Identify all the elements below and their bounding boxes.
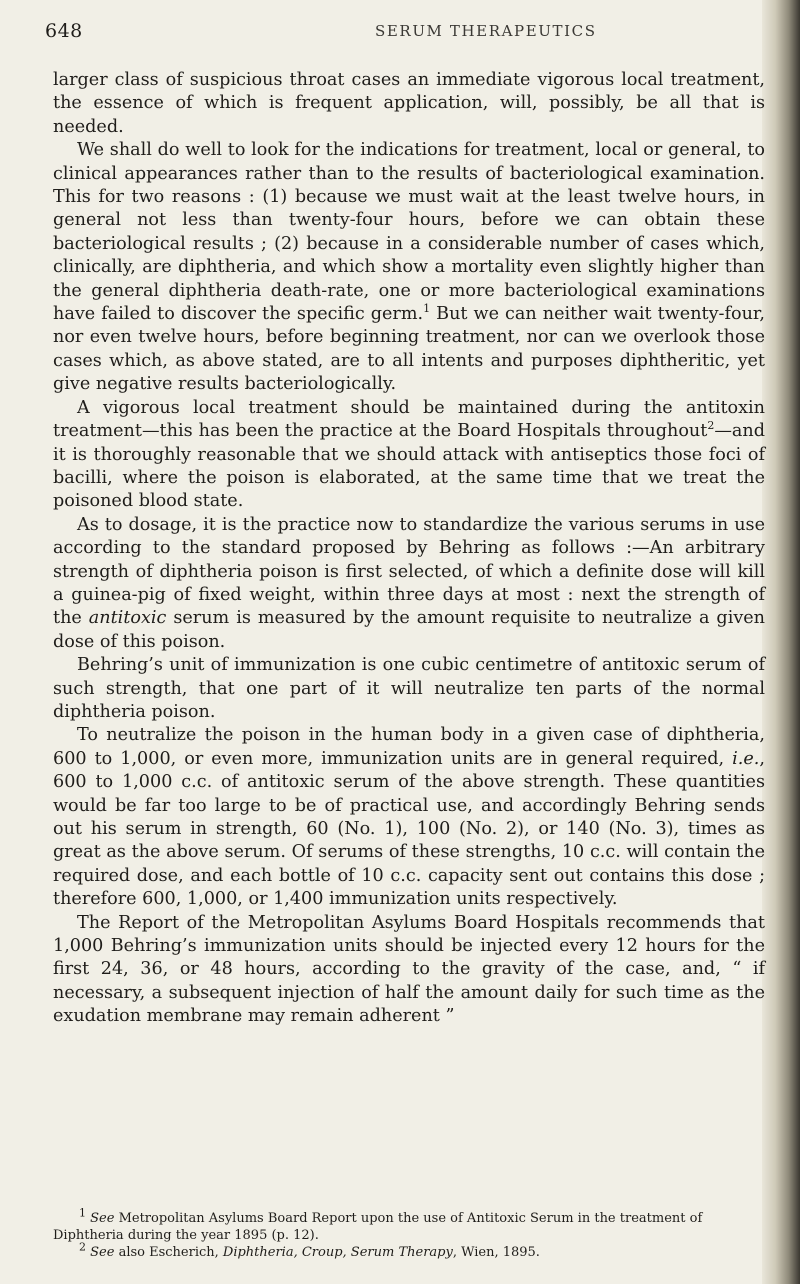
paragraph-7: The Report of the Metropolitan Asylums Board Hospitals recommends that 1,000 Behring’s immunization units should be injected every 12 hours for the first 24, 36, or 48 hours, according to the gravity of the case, and, “ if necessary, a subsequent injection of half the amount daily for such time as the exudation membrane may remain adherent ” (53, 912, 765, 1027)
body-text (53, 69, 765, 1029)
footnote-ref-2: 2 (707, 419, 715, 433)
page-header (45, 14, 765, 48)
footnotes (53, 1206, 765, 1261)
running-head: SERUM THERAPEUTICS (375, 22, 597, 40)
paragraph-1: larger class of suspicious throat cases an immediate vigorous local treatment, the essence of which is frequent application, will, possibly, be all that is needed. (53, 70, 765, 137)
page-edge-shadow (762, 0, 800, 1284)
emphasis-antitoxic: antitoxic (88, 608, 167, 629)
emphasis-ie: i.e. (732, 748, 760, 769)
paragraph-2: We shall do well to look for the indications for treatment, local or general, to clinical appearances rather than to the results of bacteriological examination. This for two reasons : (1) because we must wait at the least twelve hours, in general not less than twenty-four hours, before we can obtain these bacteriological results ; (2) because in a considerable number of cases which, clinically, are diphtheria, and which show a mortality even slightly higher than the general diphtheria death-rate, one or more bacteriological examinations have failed to discover the specific germ.$^1$ But we can neither wait twenty-four, nor even twelve hours, before beginning treatment, nor can we overlook those cases which, as above stated, are to all intents and purposes diphtheritic, yet give negative results bacteriologically. (53, 140, 765, 395)
paragraph-5: Behring’s unit of immunization is one cubic centimetre of antitoxic serum of such strength, that one part of it will neutralize ten parts of the normal diphtheria poison. (53, 655, 765, 722)
footnote-ref-1: 1 (423, 302, 431, 316)
footnote-1: $^1$ See Metropolitan Asylums Board Report upon the use of Antitoxic Serum in the treatment of Diphtheria during the year 1895 (p. 12). (53, 1206, 703, 1243)
page-number: 648 (45, 20, 83, 42)
footnote-2: $^2$ See also Escherich, Diphtheria, Croup, Serum Therapy, Wien, 1895. (79, 1240, 540, 1260)
paragraph-4: As to dosage, it is the practice now to standardize the various serums in use according to the standard proposed by Behring as follows :—An arbitrary strength of diphtheria poison is first selected, of which a definite dose will kill a guinea-pig of fixed weight, within three days at most : next the strength of the antitoxic serum is measured by the amount requisite to neutralize a given dose of this poison. (53, 514, 766, 652)
paragraph-6: To neutralize the poison in the human body in a given case of diphtheria, 600 to 1,000, or even more, immunization units are in general required, i.e., 600 to 1,000 c.c. of antitoxic serum of the above strength. These quantities would be far too large to be of practical use, and accordingly Behring sends out his serum in strength, 60 (No. 1), 100 (No. 2), or 140 (No. 3), times as great as the above serum. Of serums of these strengths, 10 c.c. will contain the required dose, and each bottle of 10 c.c. capacity sent out contains this dose ; therefore 600, 1,000, or 1,400 immunization units respectively. (53, 725, 765, 910)
paragraph-3: A vigorous local treatment should be maintained during the antitoxin treatment—this has been the practice at the Board Hospitals throughout$^2$—and it is thoroughly reasonable that we should attack with antiseptics those foci of bacilli, where the poison is elaborated, at the same time that we treat the poisoned blood state. (53, 397, 765, 512)
